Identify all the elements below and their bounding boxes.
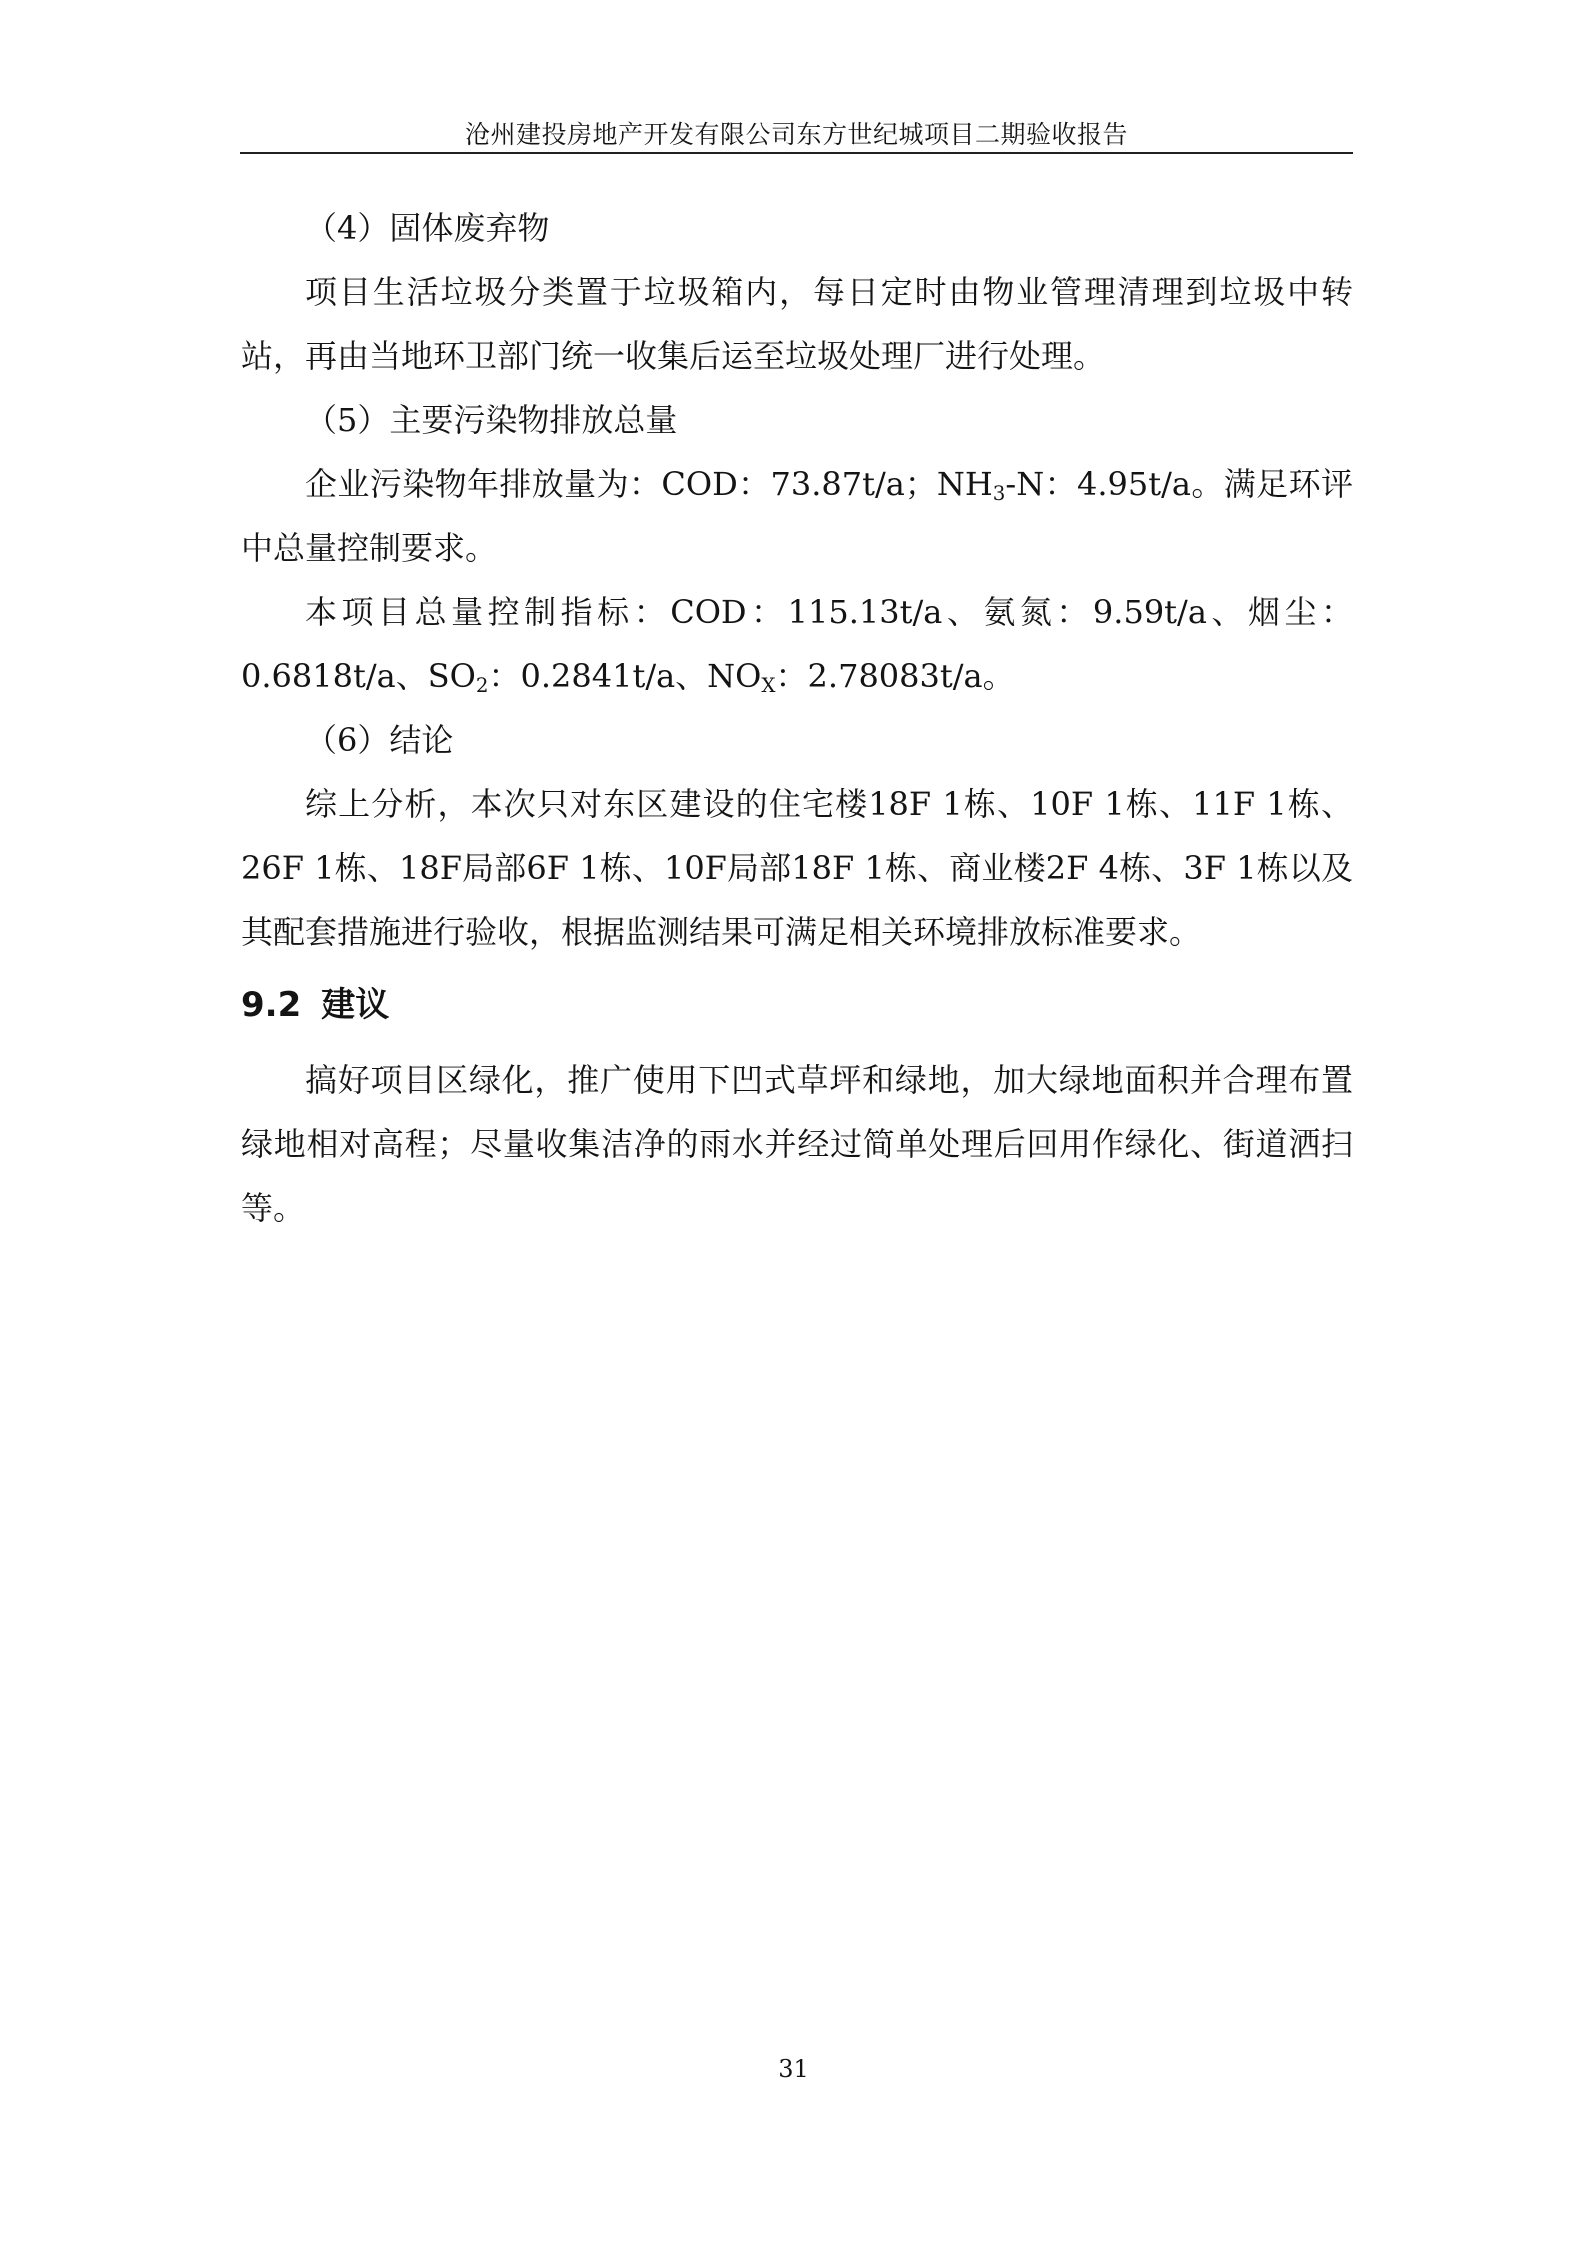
annual-emission-paragraph bbox=[241, 452, 1353, 580]
suggestion-paragraph: 搞好项目区绿化，推广使用下凹式草坪和绿地，加大绿地面积并合理布置绿地相对高程；尽量收集洁净的雨水并经过简单处理后回用作绿化、街道洒扫等。 bbox=[241, 1061, 1353, 1227]
page-number: 31 bbox=[778, 2055, 809, 2083]
solid-waste-paragraph: 项目生活垃圾分类置于垃圾箱内，每日定时由物业管理清理到垃圾中转站，再由当地环卫部门统一收集后运至垃圾处理厂进行处理。 bbox=[241, 273, 1353, 375]
total-emission-label: （5）主要污染物排放总量 bbox=[305, 401, 678, 439]
section-heading-title: 建议 bbox=[321, 985, 390, 1025]
section-heading-9-2 bbox=[241, 978, 389, 1032]
nox-subscript: X bbox=[761, 673, 776, 697]
so2-subscript: 2 bbox=[475, 673, 489, 697]
annual-emission-text-2: -N：4.95t/a。满足环评中总量控制要求。 bbox=[241, 465, 1353, 567]
conclusion-label: （6）结论 bbox=[305, 721, 454, 759]
running-header: 沧州建投房地产开发有限公司东方世纪城项目二期验收报告 bbox=[464, 120, 1128, 149]
section-suggestion-body bbox=[241, 1048, 1353, 1240]
section-summary-body bbox=[241, 196, 1353, 964]
control-index-text-3: ：2.78083t/a。 bbox=[775, 657, 1015, 695]
annual-emission-text-1: 企业污染物年排放量为：COD：73.87t/a；NH bbox=[305, 465, 993, 503]
control-index-text-2: ：0.2841t/a、NO bbox=[488, 657, 762, 695]
nh3-subscript: 3 bbox=[992, 481, 1006, 505]
control-index-text-1: 本项目总量控制指标：COD：115.13t/a、氨氮：9.59t/a、烟尘：0.6818t/a、SO bbox=[241, 593, 1353, 695]
conclusion-paragraph: 综上分析，本次只对东区建设的住宅楼18F 1栋、10F 1栋、11F 1栋、26F 1栋、18F局部6F 1栋、10F局部18F 1栋、商业楼2F 4栋、3F 1栋以及其配套措施进行验收，根据监测结果可满足相关环境排放标准要求。 bbox=[241, 785, 1353, 951]
control-index-paragraph bbox=[241, 580, 1353, 708]
solid-waste-label: （4）固体废弃物 bbox=[305, 209, 550, 247]
header-rule bbox=[240, 152, 1353, 154]
section-heading-number: 9.2 bbox=[241, 985, 302, 1025]
